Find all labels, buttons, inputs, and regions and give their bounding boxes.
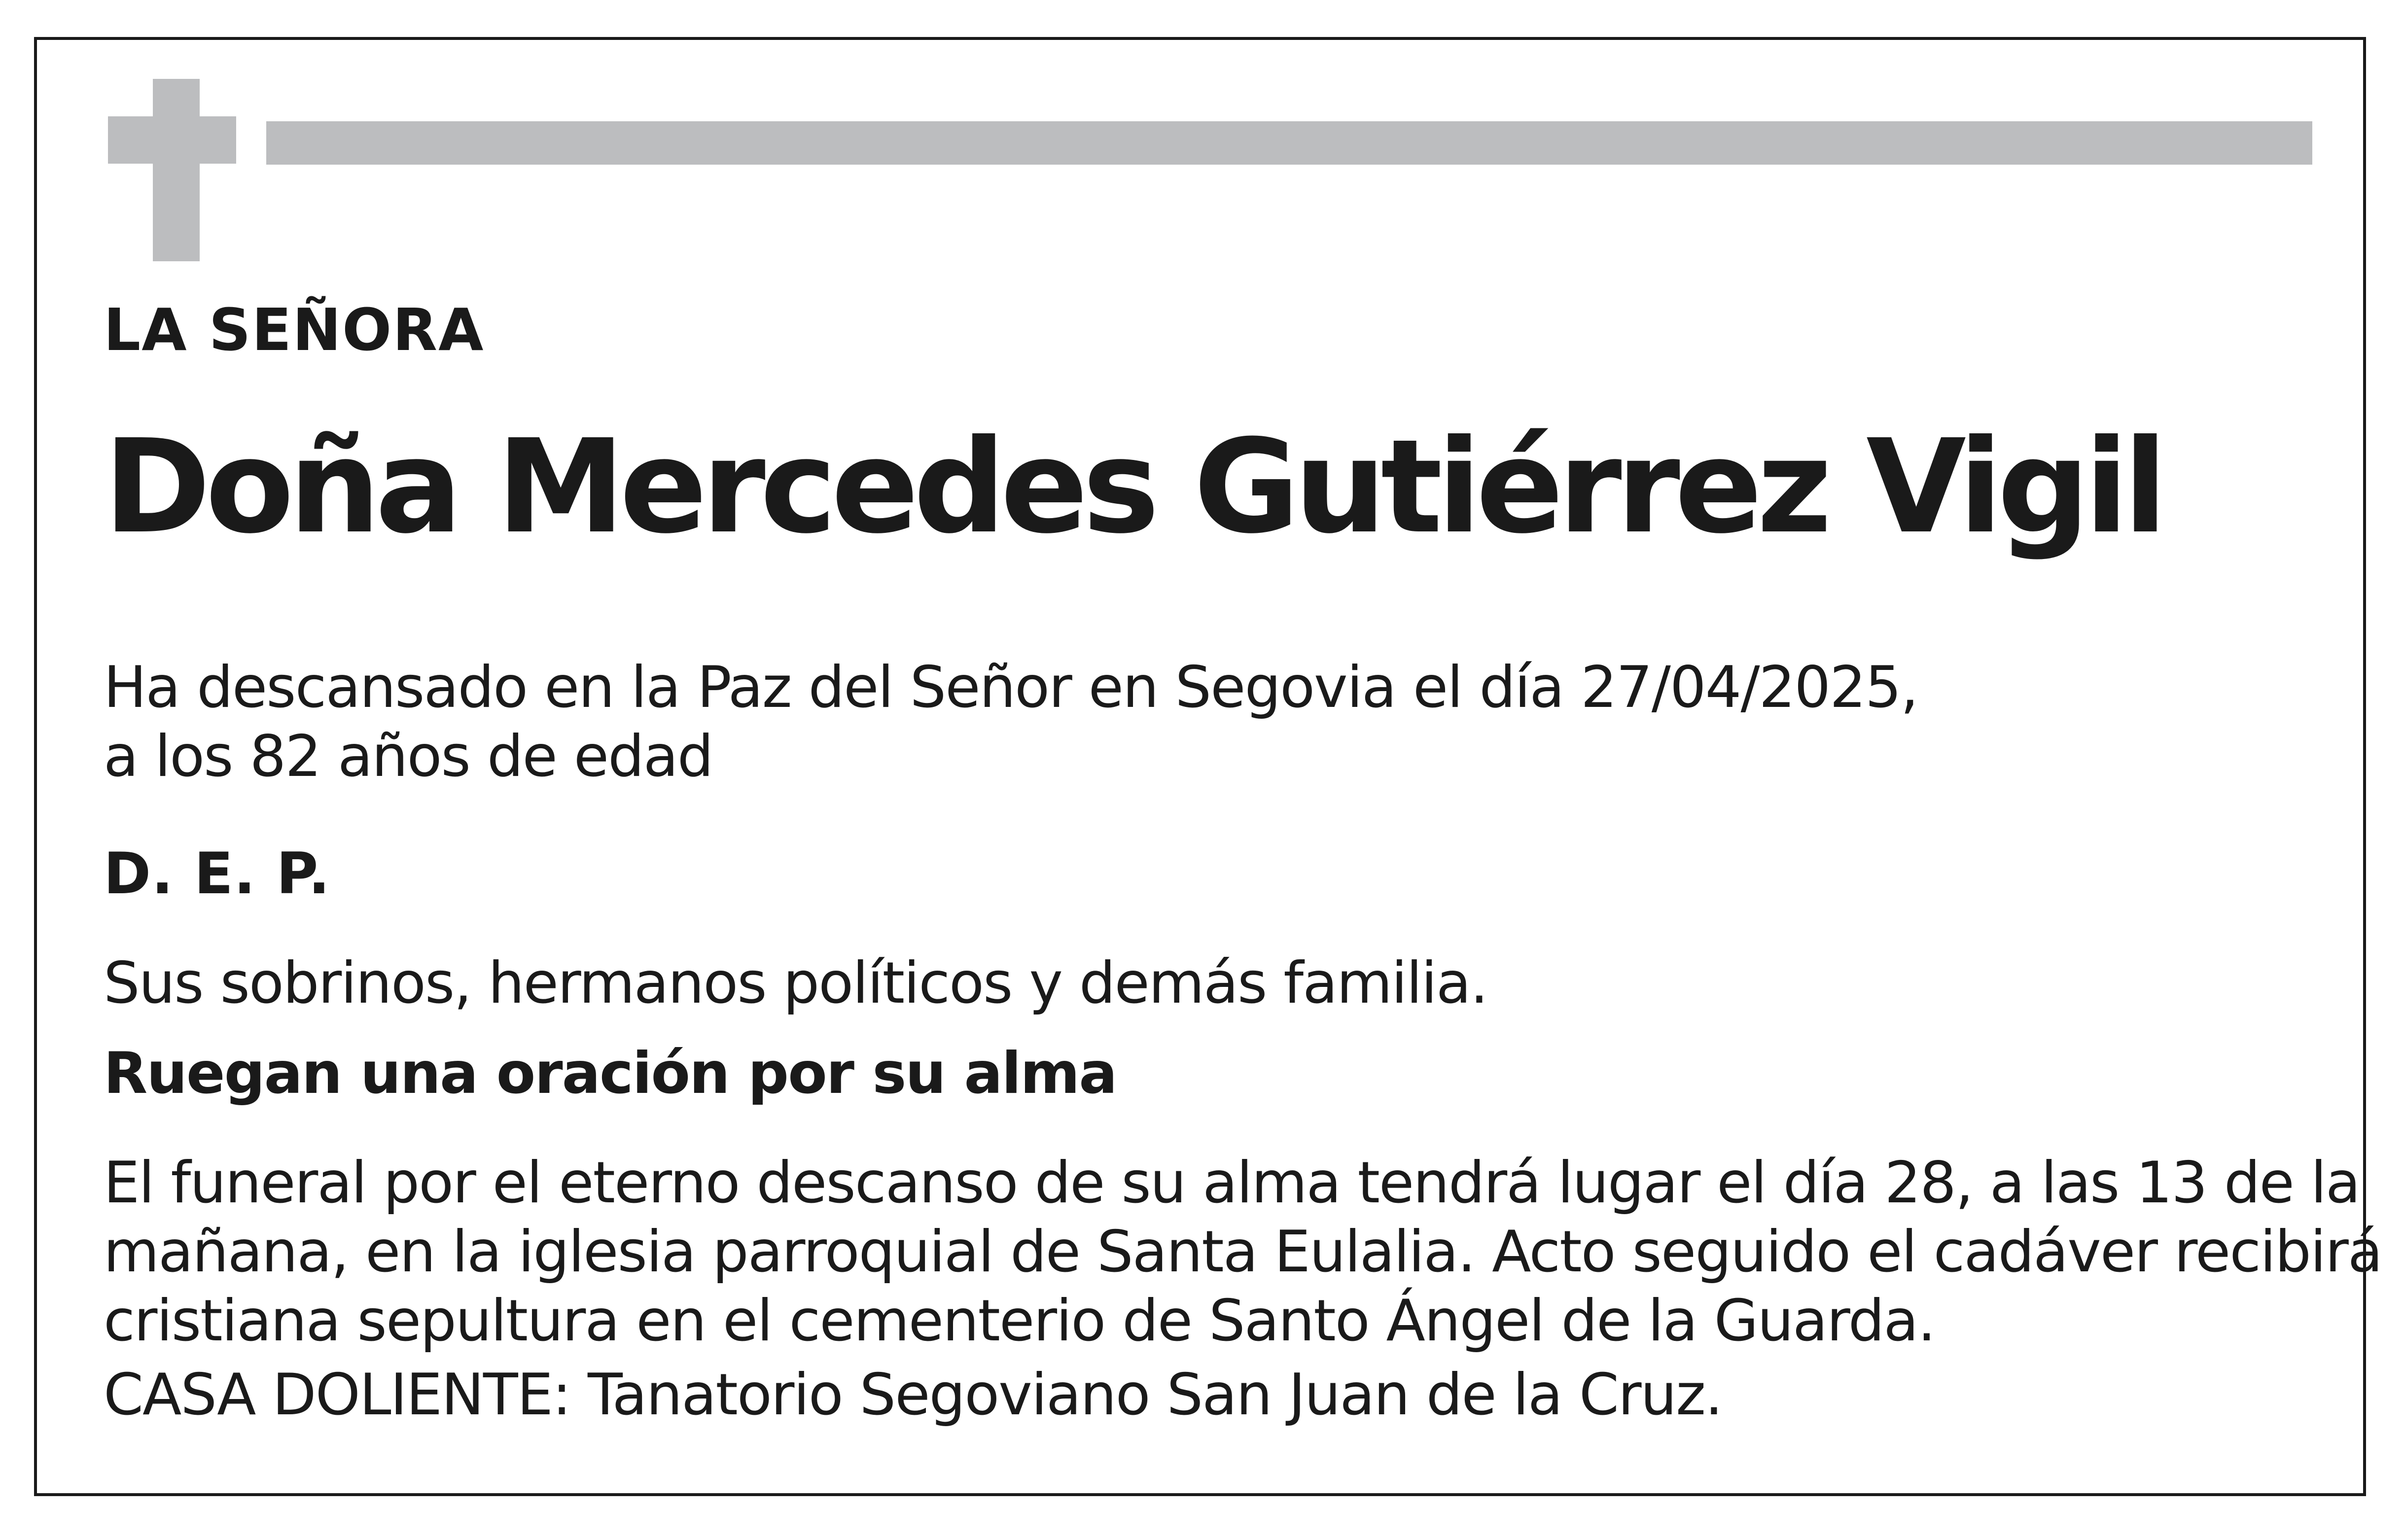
family-line: Sus sobrinos, hermanos políticos y demás familia.: [104, 950, 1487, 1016]
prayer-request: Ruegan una oración por su alma: [104, 1040, 1117, 1107]
funeral-details-line-2: mañana, en la iglesia parroquial de Santa Eulalia. Acto seguido el cadáver recibirá: [104, 1219, 2382, 1285]
mourning-house: CASA DOLIENTE: Tanatorio Segoviano San Juan de la Cruz.: [104, 1362, 1722, 1428]
deceased-name: Doña Mercedes Gutiérrez Vigil: [104, 412, 2162, 562]
cross-icon: [153, 79, 200, 261]
dep-abbreviation: D. E. P.: [104, 840, 331, 907]
death-announcement-line-1: Ha descansado en la Paz del Señor en Segovia el día 27/04/2025,: [104, 654, 1918, 721]
funeral-details-line-1: El funeral por el eterno descanso de su alma tendrá lugar el día 28, a las 13 de la: [104, 1150, 2360, 1216]
death-announcement-line-2: a los 82 años de edad: [104, 723, 713, 790]
cross-icon-arm: [108, 116, 236, 164]
header-rule: [266, 121, 2312, 165]
funeral-details-line-3: cristiana sepultura en el cementerio de Santo Ángel de la Guarda.: [104, 1288, 1935, 1354]
honorific: LA SEÑORA: [104, 296, 485, 364]
